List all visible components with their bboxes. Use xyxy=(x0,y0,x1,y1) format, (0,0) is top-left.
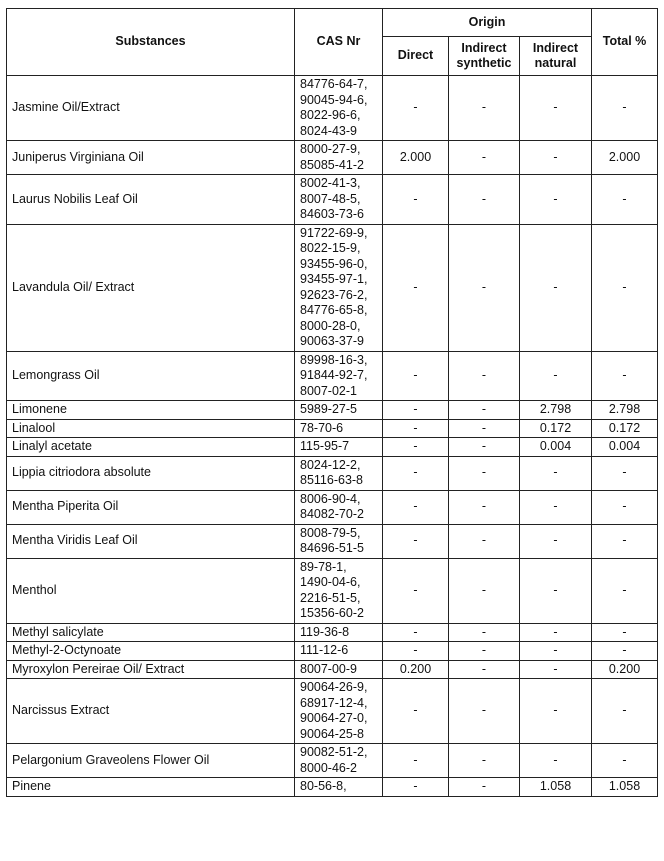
table-body xyxy=(7,76,658,797)
direct-value: 0.200 xyxy=(383,660,449,679)
total-value: 0.004 xyxy=(592,438,658,457)
cas-number: 8007-00-9 xyxy=(300,661,357,676)
cas-number: 8022-15-9, xyxy=(300,241,361,255)
table-row xyxy=(7,401,658,420)
table-row xyxy=(7,623,658,642)
total-value: - xyxy=(592,351,658,401)
table-row xyxy=(7,456,658,490)
cas-number: 84603-73-6 xyxy=(300,207,364,221)
cas-number: 84776-65-8, xyxy=(300,303,368,317)
indirect-natural-value: - xyxy=(520,679,592,744)
total-value: - xyxy=(592,490,658,524)
cas-number: 111-12-6 xyxy=(300,643,349,657)
indirect-natural-value: - xyxy=(520,456,592,490)
substance-name: Myroxylon Pereirae Oil/ Extract xyxy=(7,660,295,679)
substances-table xyxy=(6,8,658,797)
indirect-synthetic-value: - xyxy=(449,642,520,661)
indirect-natural-value: - xyxy=(520,141,592,175)
cas-number: 90045-94-6, xyxy=(300,92,368,107)
direct-value: - xyxy=(383,351,449,401)
direct-value: - xyxy=(383,419,449,438)
total-value: - xyxy=(592,558,658,623)
cas-number-cell xyxy=(295,419,383,438)
total-value: - xyxy=(592,679,658,744)
substance-name: Methyl salicylate xyxy=(7,623,295,642)
substance-name: Lippia citriodora absolute xyxy=(7,456,295,490)
table-row xyxy=(7,660,658,679)
cas-number-cell xyxy=(295,679,383,744)
table-row xyxy=(7,76,658,141)
cas-number-cell xyxy=(295,175,383,225)
table-row xyxy=(7,679,658,744)
cas-number: 90063-37-9 xyxy=(300,334,364,348)
header-total: Total % xyxy=(592,9,658,76)
cas-number-cell xyxy=(295,524,383,558)
table-row xyxy=(7,175,658,225)
substance-name: Linalool xyxy=(7,419,295,438)
indirect-natural-value: - xyxy=(520,351,592,401)
substance-name: Juniperus Virginiana Oil xyxy=(7,141,295,175)
direct-value: - xyxy=(383,623,449,642)
cas-number-cell xyxy=(295,558,383,623)
substance-name: Linalyl acetate xyxy=(7,438,295,457)
total-value: 2.000 xyxy=(592,141,658,175)
cas-number: 84696-51-5 xyxy=(300,541,364,555)
indirect-natural-value: 2.798 xyxy=(520,401,592,420)
indirect-synthetic-value: - xyxy=(449,351,520,401)
header-origin: Origin xyxy=(383,9,592,37)
cas-number-cell xyxy=(295,744,383,778)
cas-number: 8000-28-0, xyxy=(300,318,361,333)
cas-number: 15356-60-2 xyxy=(300,606,364,620)
indirect-synthetic-value: - xyxy=(449,524,520,558)
cas-number: 115-95-7 xyxy=(300,439,350,453)
indirect-synthetic-value: - xyxy=(449,778,520,797)
cas-number-cell xyxy=(295,778,383,797)
cas-number: 8024-12-2, xyxy=(300,457,361,472)
direct-value: - xyxy=(383,401,449,420)
direct-value: - xyxy=(383,524,449,558)
cas-number: 68917-12-4, xyxy=(300,695,368,710)
table-row xyxy=(7,351,658,401)
substance-name: Lavandula Oil/ Extract xyxy=(7,224,295,351)
cas-number: 78-70-6 xyxy=(300,420,344,435)
indirect-synthetic-value: - xyxy=(449,679,520,744)
cas-number-cell xyxy=(295,224,383,351)
total-value: 0.200 xyxy=(592,660,658,679)
indirect-natural-value: 0.004 xyxy=(520,438,592,457)
indirect-natural-value: - xyxy=(520,623,592,642)
substance-name: Pinene xyxy=(7,778,295,797)
table-row xyxy=(7,744,658,778)
direct-value: - xyxy=(383,558,449,623)
cas-number: 93455-96-0, xyxy=(300,256,368,271)
substance-name: Menthol xyxy=(7,558,295,623)
direct-value: - xyxy=(383,490,449,524)
table-row xyxy=(7,642,658,661)
header-cas: CAS Nr xyxy=(295,9,383,76)
indirect-natural-value: - xyxy=(520,660,592,679)
header-indirect-synthetic: Indirect synthetic xyxy=(449,37,520,76)
indirect-synthetic-value: - xyxy=(449,175,520,225)
direct-value: 2.000 xyxy=(383,141,449,175)
cas-number: 89998-16-3, xyxy=(300,352,368,367)
total-value: - xyxy=(592,623,658,642)
cas-number: 8007-48-5, xyxy=(300,191,361,206)
cas-number: 119-36-8 xyxy=(300,624,350,639)
cas-number: 8000-27-9, xyxy=(300,142,361,156)
cas-number: 90082-51-2, xyxy=(300,745,368,759)
indirect-synthetic-value: - xyxy=(449,401,520,420)
indirect-synthetic-value: - xyxy=(449,224,520,351)
indirect-synthetic-value: - xyxy=(449,76,520,141)
header-indirect-natural: Indirect natural xyxy=(520,37,592,76)
indirect-natural-value: - xyxy=(520,224,592,351)
cas-number: 91722-69-9, xyxy=(300,225,368,240)
direct-value: - xyxy=(383,175,449,225)
cas-number: 8006-90-4, xyxy=(300,491,361,506)
cas-number-cell xyxy=(295,76,383,141)
cas-number-cell xyxy=(295,438,383,457)
indirect-natural-value: - xyxy=(520,490,592,524)
total-value: - xyxy=(592,744,658,778)
direct-value: - xyxy=(383,76,449,141)
indirect-natural-value: - xyxy=(520,76,592,141)
direct-value: - xyxy=(383,642,449,661)
cas-number: 84776-64-7, xyxy=(300,77,368,91)
cas-number: 8007-02-1 xyxy=(300,383,357,398)
cas-number-cell xyxy=(295,623,383,642)
indirect-natural-value: - xyxy=(520,558,592,623)
substance-name: Lemongrass Oil xyxy=(7,351,295,401)
cas-number: 85085-41-2 xyxy=(300,157,364,172)
cas-number-cell xyxy=(295,141,383,175)
substance-name: Limonene xyxy=(7,401,295,420)
cas-number: 92623-76-2, xyxy=(300,287,368,302)
table-row xyxy=(7,524,658,558)
cas-number: 8000-46-2 xyxy=(300,760,357,775)
cas-number: 93455-97-1, xyxy=(300,272,368,286)
cas-number: 90064-25-8 xyxy=(300,726,364,741)
cas-number-cell xyxy=(295,456,383,490)
cas-number: 84082-70-2 xyxy=(300,507,364,521)
cas-number: 89-78-1, xyxy=(300,559,347,574)
table-row xyxy=(7,224,658,351)
total-value: - xyxy=(592,224,658,351)
indirect-natural-value: 1.058 xyxy=(520,778,592,797)
cas-number: 8024-43-9 xyxy=(300,123,357,138)
table-row xyxy=(7,558,658,623)
cas-number: 80-56-8, xyxy=(300,779,347,793)
indirect-synthetic-value: - xyxy=(449,744,520,778)
table-row xyxy=(7,419,658,438)
cas-number: 90064-26-9, xyxy=(300,680,368,694)
header-direct: Direct xyxy=(383,37,449,76)
indirect-natural-value: - xyxy=(520,642,592,661)
indirect-natural-value: - xyxy=(520,175,592,225)
cas-number: 8008-79-5, xyxy=(300,525,361,540)
table-row xyxy=(7,438,658,457)
indirect-synthetic-value: - xyxy=(449,660,520,679)
cas-number-cell xyxy=(295,660,383,679)
direct-value: - xyxy=(383,224,449,351)
total-value: 2.798 xyxy=(592,401,658,420)
table-row xyxy=(7,778,658,797)
indirect-synthetic-value: - xyxy=(449,456,520,490)
substance-name: Jasmine Oil/Extract xyxy=(7,76,295,141)
cas-number: 1490-04-6, xyxy=(300,575,361,589)
cas-number: 8002-41-3, xyxy=(300,176,361,190)
total-value: - xyxy=(592,456,658,490)
table-row xyxy=(7,141,658,175)
indirect-synthetic-value: - xyxy=(449,490,520,524)
total-value: 0.172 xyxy=(592,419,658,438)
cas-number: 85116-63-8 xyxy=(300,473,364,487)
direct-value: - xyxy=(383,679,449,744)
indirect-synthetic-value: - xyxy=(449,419,520,438)
indirect-natural-value: - xyxy=(520,524,592,558)
header-substances: Substances xyxy=(7,9,295,76)
direct-value: - xyxy=(383,744,449,778)
total-value: - xyxy=(592,642,658,661)
indirect-synthetic-value: - xyxy=(449,623,520,642)
cas-number-cell xyxy=(295,351,383,401)
cas-number: 2216-51-5, xyxy=(300,590,361,605)
indirect-synthetic-value: - xyxy=(449,141,520,175)
indirect-natural-value: 0.172 xyxy=(520,419,592,438)
cas-number: 8022-96-6, xyxy=(300,108,361,122)
total-value: - xyxy=(592,175,658,225)
indirect-natural-value: - xyxy=(520,744,592,778)
cas-number: 5989-27-5 xyxy=(300,402,357,416)
direct-value: - xyxy=(383,778,449,797)
total-value: - xyxy=(592,76,658,141)
table-row xyxy=(7,490,658,524)
substance-name: Mentha Viridis Leaf Oil xyxy=(7,524,295,558)
total-value: - xyxy=(592,524,658,558)
substance-name: Narcissus Extract xyxy=(7,679,295,744)
direct-value: - xyxy=(383,456,449,490)
cas-number-cell xyxy=(295,490,383,524)
indirect-synthetic-value: - xyxy=(449,558,520,623)
substance-name: Pelargonium Graveolens Flower Oil xyxy=(7,744,295,778)
substance-name: Mentha Piperita Oil xyxy=(7,490,295,524)
substance-name: Methyl-2-Octynoate xyxy=(7,642,295,661)
cas-number-cell xyxy=(295,642,383,661)
cas-number: 91844-92-7, xyxy=(300,368,368,382)
cas-number-cell xyxy=(295,401,383,420)
cas-number: 90064-27-0, xyxy=(300,711,368,725)
indirect-synthetic-value: - xyxy=(449,438,520,457)
direct-value: - xyxy=(383,438,449,457)
substance-name: Laurus Nobilis Leaf Oil xyxy=(7,175,295,225)
total-value: 1.058 xyxy=(592,778,658,797)
